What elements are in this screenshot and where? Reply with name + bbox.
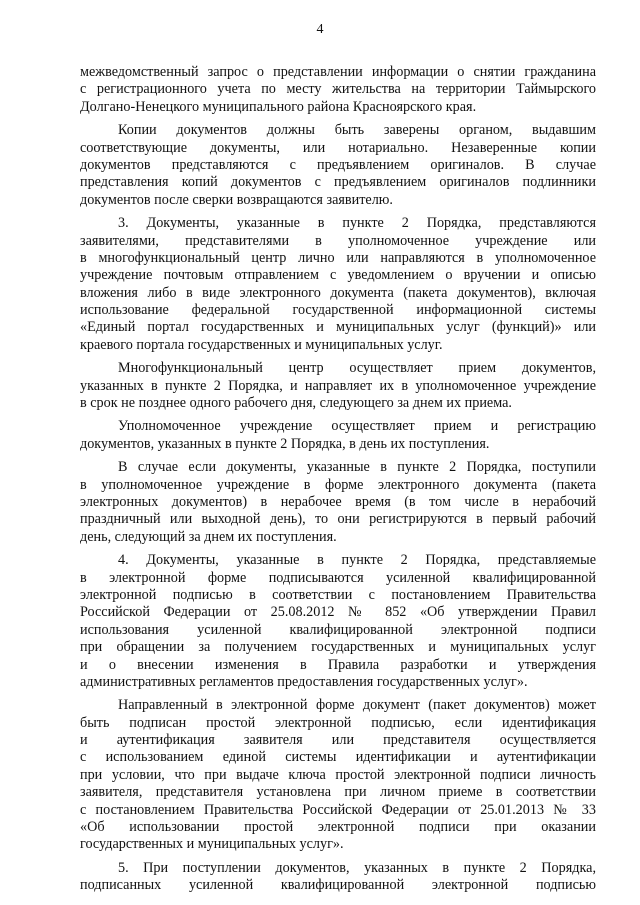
text-line: вложения либо в виде электронного документа (пакета документов), включая xyxy=(80,284,596,301)
text-line: учреждение почтовым отправлением с уведомлением о вручении и описью xyxy=(80,267,596,284)
text-line: быть подписан простой электронной подписью, если идентификация xyxy=(80,714,596,731)
text-line: электронных документов) в нерабочее время (в том числе в нерабочий xyxy=(80,493,596,510)
paragraph xyxy=(80,860,596,895)
text-line: «Об использовании простой электронной подписи при оказании xyxy=(80,819,596,836)
text-line: использование федеральной государственной информационной системы xyxy=(80,302,596,319)
text-line: при обращении за получением государственных и муниципальных услуг xyxy=(80,639,596,656)
text-line: в уполномоченное учреждение в форме электронного документа (пакета xyxy=(80,476,596,493)
text-line: 5. При поступлении документов, указанных в пункте 2 Порядка, xyxy=(118,859,596,876)
paragraph xyxy=(80,64,596,116)
text-line: использования усиленной квалифицированной электронной подписи xyxy=(80,621,596,638)
text-line: «Единый портал государственных и муниципальных услуг (функций)» или xyxy=(80,319,596,336)
paragraph xyxy=(80,552,596,691)
text-line: и о внесении изменения в Правила разработки и утверждения xyxy=(80,656,596,673)
text-line: Уполномоченное учреждение осуществляет прием и регистрацию xyxy=(118,418,596,435)
paragraph xyxy=(80,122,596,209)
text-line: краевого портала государственных и муниципальных услуг. xyxy=(80,336,443,353)
text-line: и аутентификация заявителя или представителя осуществляется xyxy=(80,732,596,749)
text-line: заявителя, представителя установлена при личном приеме в соответствии xyxy=(80,784,596,801)
text-line: 3. Документы, указанные в пункте 2 Порядка, представляются xyxy=(118,215,596,232)
text-line: в электронной форме подписываются усиленной квалифицированной xyxy=(80,569,596,586)
page-number: 4 xyxy=(316,22,324,37)
text-line: заявителями, представителями в уполномоченное учреждение или xyxy=(80,232,596,249)
text-line: 4. Документы, указанные в пункте 2 Порядка, представляемые xyxy=(118,552,596,569)
text-line: электронной подписью в соответствии с постановлением Правительства xyxy=(80,586,596,603)
text-line: подписанных усиленной квалифицированной электронной подписью xyxy=(80,877,596,894)
text-line: государственных и муниципальных услуг». xyxy=(80,836,344,853)
text-line: с использованием единой системы идентификации и аутентификации xyxy=(80,749,596,766)
text-line: указанных в пункте 2 Порядка, и направляет их в уполномоченное учреждение xyxy=(80,377,596,394)
text-line: документов после сверки возвращаются заявителю. xyxy=(80,191,393,208)
paragraph xyxy=(80,215,596,354)
text-line: Долгано-Ненецкого муниципального района Красноярского края. xyxy=(80,98,477,115)
text-line: праздничный или выходной день), то они регистрируются в первый рабочий xyxy=(80,511,596,528)
paragraph xyxy=(80,360,596,412)
paragraph xyxy=(80,418,596,453)
text-line: при условии, что при выдаче ключа простой электронной подписи личность xyxy=(80,766,596,783)
text-line: Многофункциональный центр осуществляет прием документов, xyxy=(118,360,596,377)
text-line: представления копий документов с предъявлением оригиналов подлинники xyxy=(80,174,596,191)
text-line: с постановлением Правительства Российской Федерации от 25.01.2013 № 33 xyxy=(80,801,596,818)
paragraph xyxy=(80,697,596,854)
text-line: документов, указанных в пункте 2 Порядка, в день их поступления. xyxy=(80,435,490,452)
paragraph xyxy=(80,459,596,546)
text-line: административных регламентов предоставления государственных услуг». xyxy=(80,673,528,690)
text-line: В случае если документы, указанные в пункте 2 Порядка, поступили xyxy=(118,459,596,476)
text-line: документов представляются с предъявлением оригиналов. В случае xyxy=(80,156,596,173)
text-line: с регистрационного учета по месту жительства на территории Таймырского xyxy=(80,81,596,98)
text-line: соответствующие документы, или нотариально. Незаверенные копии xyxy=(80,139,596,156)
text-line: Российской Федерации от 25.08.2012 № 852 «Об утверждении Правил xyxy=(80,604,596,621)
text-line: день, следующий за днем их поступления. xyxy=(80,528,337,545)
text-line: межведомственный запрос о представлении информации о снятии гражданина xyxy=(80,64,596,80)
text-line: Копии документов должны быть заверены органом, выдавшим xyxy=(118,122,596,139)
document-body xyxy=(80,64,596,901)
text-line: в срок не позднее одного рабочего дня, следующего за днем их приема. xyxy=(80,395,512,412)
text-line: Направленный в электронной форме документ (пакет документов) может xyxy=(118,697,596,714)
text-line: в многофункциональный центр лично или направляются в уполномоченное xyxy=(80,249,596,266)
